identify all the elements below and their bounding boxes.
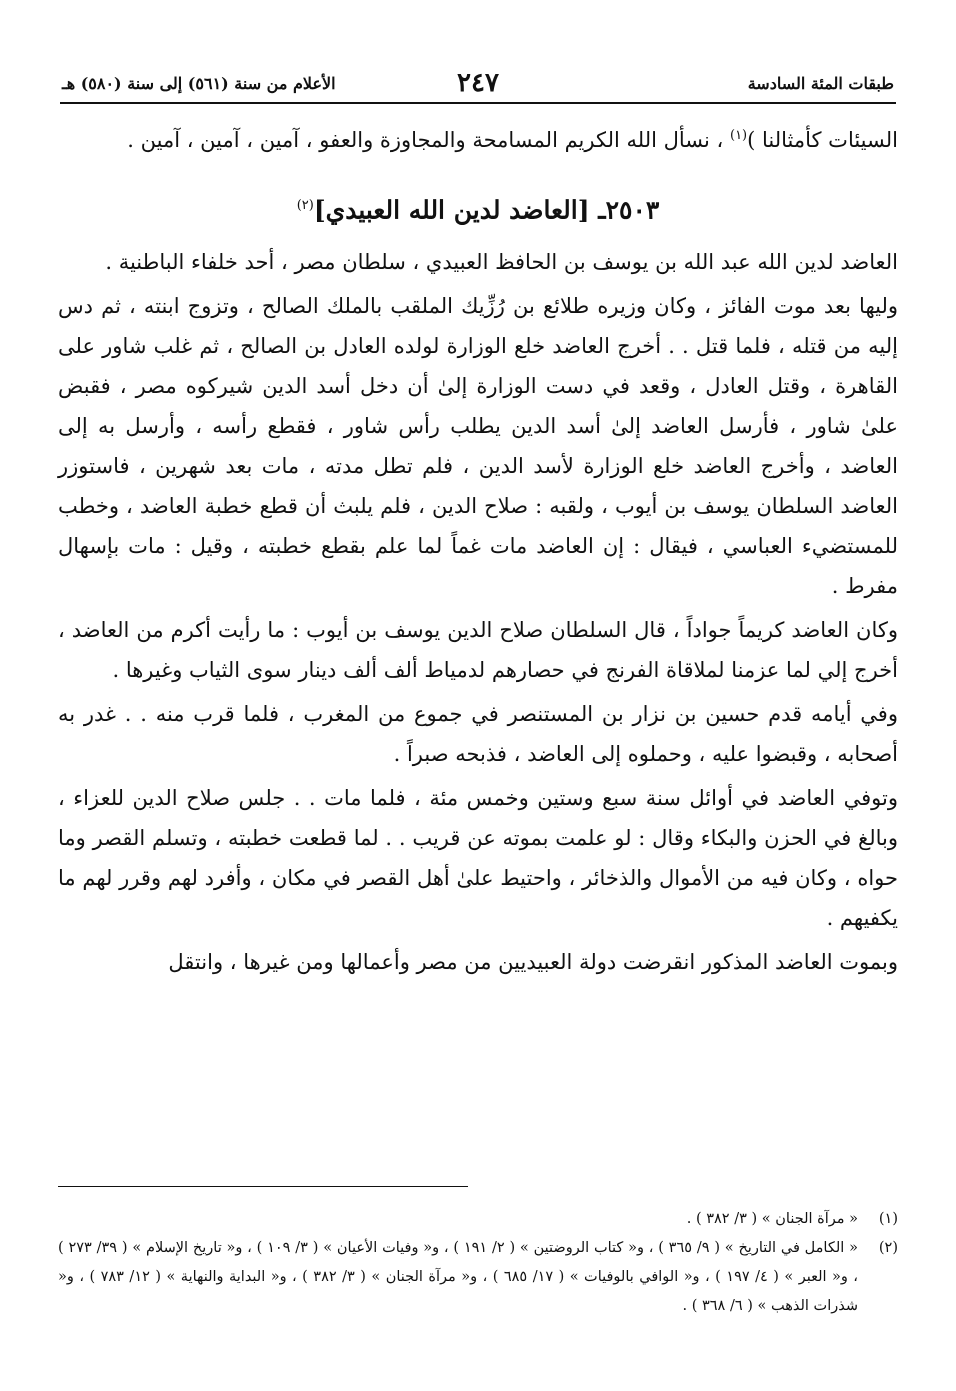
footnote-text: « مرآة الجنان » ( ٣/ ٣٨٢ ) . — [686, 1211, 858, 1227]
footnotes — [58, 1186, 898, 1321]
footnote-divider — [58, 1186, 468, 1187]
paragraph: وكان العاضد كريماً جواداً ، قال السلطان صلاح الدين يوسف بن أيوب : ما رأيت أكرم من العاضد ، أخرج إلي لما عزمنا لملاقاة الفرنج في حصارهم لدمياط ألف ألف دينار سوى الثياب وغيرها . — [58, 618, 898, 683]
main-text — [58, 116, 898, 982]
paragraph: وبموت العاضد المذكور انقرضت دولة العبيديين من مصر وأعمالها ومن غيرها ، وانتقل — [168, 950, 898, 975]
footnote-list — [58, 1205, 898, 1321]
running-header — [60, 68, 896, 104]
footnote-number: (٢) — [878, 1240, 898, 1256]
entry-title-text: ٢٥٠٣ـ [العاضد لدين الله العبيدي] — [313, 195, 660, 225]
footnote-text: « الكامل في التاريخ » ( ٩/ ٣٦٥ ) ، و« كتاب الروضتين » ( ٢/ ١٩١ ) ، و« وفيات الأعيان » ( ٣/ ١٠٩ ) ، و« تاريخ الإسلام » ( ٣٩/ ٢٧٣ ) ، و« العبر » ( ٤/ ١٩٧ ) ، و« الوافي بالوفيات » ( ١٧/ ٦٨٥ ) ، و« مرآة الجنان » ( ٣/ ٣٨٢ ) ، و« البداية والنهاية » ( ١٢/ ٧٨٣ ) ، و« شذرات الذهب » ( ٦/ ٣٦٨ ) . — [58, 1240, 858, 1314]
header-volume-title: الأعلام من سنة (٥٦١) إلى سنة (٥٨٠) هـ — [62, 74, 336, 93]
carryover-paragraph — [58, 116, 898, 160]
carryover-rest: ، نسأل الله الكريم المسامحة والمجاوزة والعفو ، آمين ، آمين ، آمين . — [127, 128, 730, 152]
footnote-number: (١) — [878, 1211, 898, 1227]
footnote-ref-1[interactable]: (١) — [729, 128, 748, 143]
paragraph: وفي أيامه قدم حسين بن نزار بن المستنصر في جموع من المغرب ، فلما قرب منه . . غدر به أصحابه ، وقبضوا عليه ، وحملوه إلى العاضد ، فذبحه صبراً . — [58, 702, 898, 767]
entry-title — [58, 186, 898, 230]
carryover-text: السيئات كأمثالنا ) — [747, 128, 898, 152]
footnote-item — [58, 1234, 898, 1321]
header-section-title: طبقات المئة السادسة — [747, 74, 894, 93]
page-number: ٢٤٧ — [457, 68, 499, 98]
footnote-ref-2[interactable]: (٢) — [296, 198, 314, 213]
paragraph: وتوفي العاضد في أوائل سنة سبع وستين وخمس مئة ، فلما مات . . جلس صلاح الدين للعزاء ، وبالغ في الحزن والبكاء وقال : لو علمت بموته عن قريب . . لما قطعت خطبته ، وتسلم القصر وما حواه ، وكان فيه من الأموال والذخائر ، واحتيط علىٰ أهل القصر في مكان ، وأفرد لهم وقرر لهم ما يكفيهم . — [58, 786, 898, 931]
paragraph: وليها بعد موت الفائز ، وكان وزيره طلائع بن رُزِّيك الملقب بالملك الصالح ، وتزوج ابنته ، ثم دس إليه من قتله ، فلما قتل . . أخرج العاضد خلع الوزارة لولده العادل بن الصالح ، ثم غلب شاور على القاهرة ، وقتل العادل ، وقعد في دست الوزارة إلىٰ أن دخل أسد الدين شيركوه مصر ، فقبض علىٰ شاور ، فأرسل العاضد إلىٰ أسد الدين يطلب رأس شاور ، فقطع رأسه ، وأرسل به إلى العاضد ، وأخرج العاضد خلع الوزارة لأسد الدين ، فلم تطل مدته ، مات بعد شهرين ، فاستوزر العاضد السلطان يوسف بن أيوب ، ولقبه : صلاح الدين ، فلم يلبث أن قطع خطبة العاضد ، وخطب للمستضيء العباسي ، فيقال : إن العاضد مات غماً لما علم بقطع خطبته ، وقيل : مات بإسهال مفرط . — [58, 294, 898, 599]
paragraph: العاضد لدين الله عبد الله بن يوسف بن الحافظ العبيدي ، سلطان مصر ، أحد خلفاء الباطنية . — [105, 250, 898, 275]
footnote-item — [58, 1205, 898, 1234]
